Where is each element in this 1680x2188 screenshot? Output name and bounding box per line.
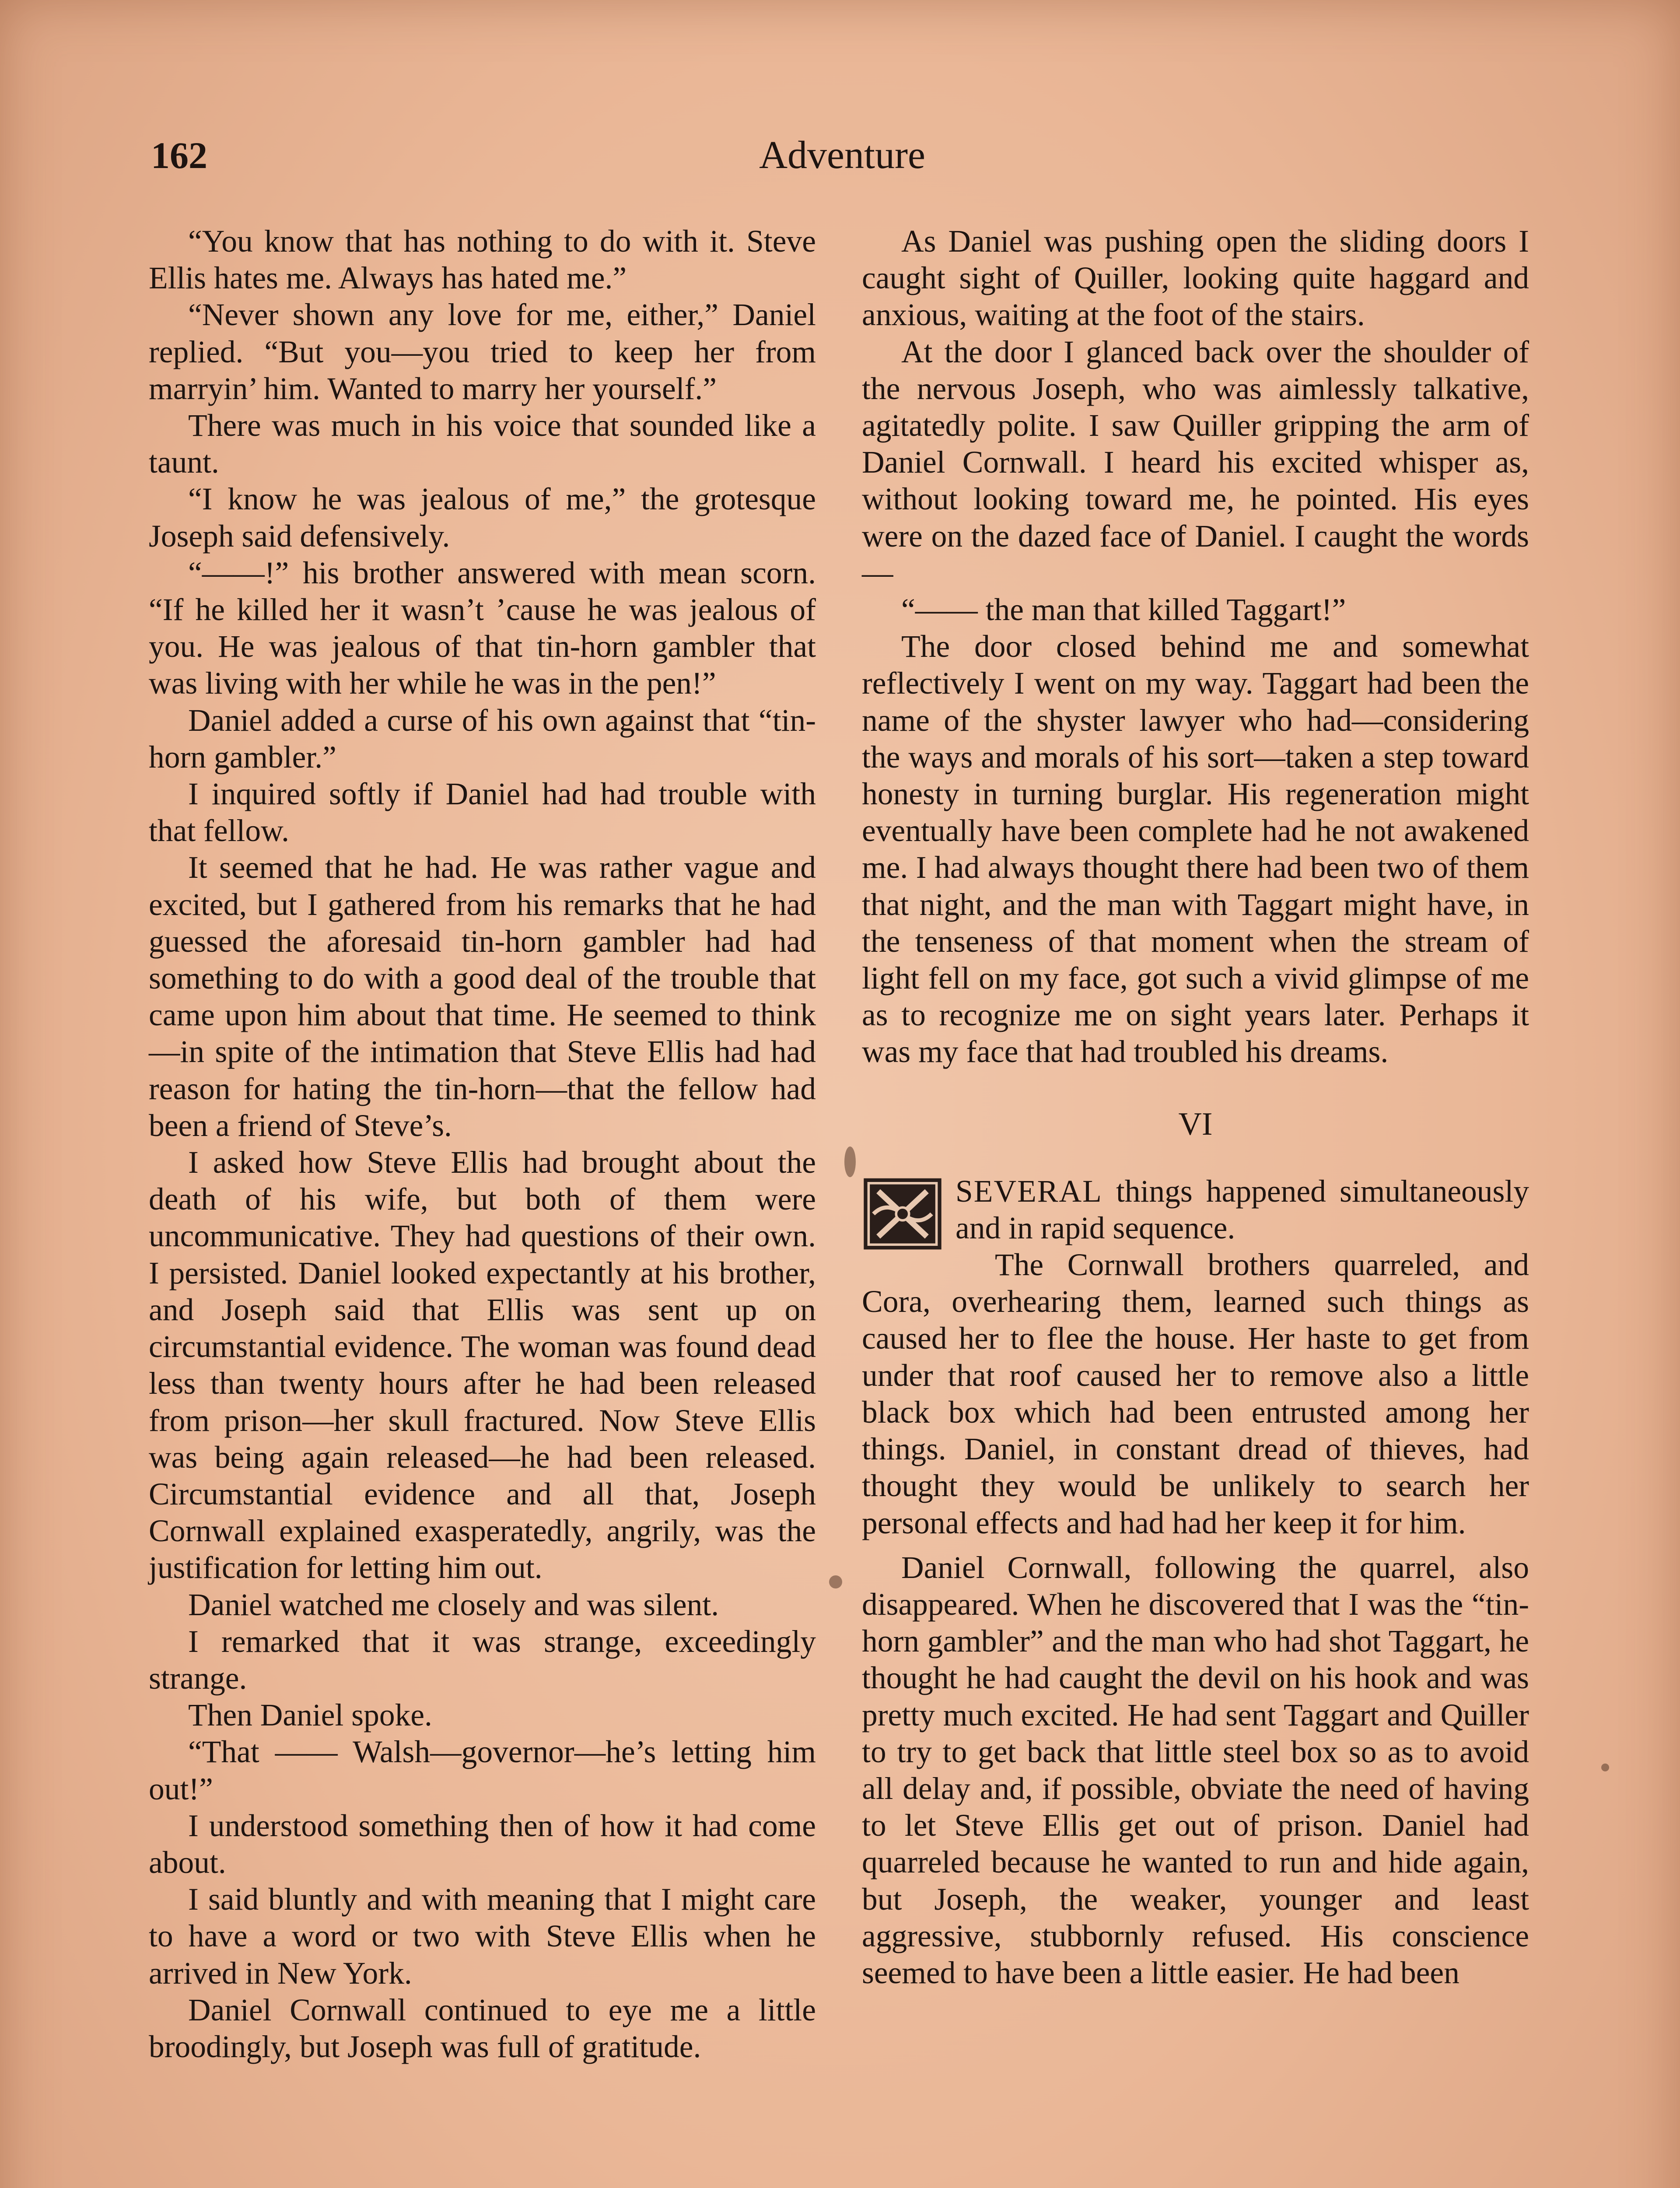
paragraph: I inquired softly if Daniel had had trouble with that fellow. (149, 777, 816, 849)
paragraph: “Never shown any love for me, either,” Daniel replied. “But you—you tried to keep her from marryin’ him. Wanted to marry her yourself.” (149, 298, 816, 406)
dropcap-first-rest: things happened simultaneously and in rapid sequence. (956, 1174, 1529, 1245)
ink-speck (844, 1147, 856, 1177)
paragraph: “—— the man that killed Taggart!” (901, 593, 1346, 628)
paragraph: Daniel Cornwall, following the quarrel, also disappeared. When he discovered that I was the “tin-horn gambler” and the man who had shot Taggart, he thought he had caught the devil on his hook and was pretty much excited. He had sent Taggart and Quiller to try to get back that little steel box so as to avoid all delay and, if possible, obviate the need of having to let Steve Ellis get out of prison. Daniel had quarreled because he wanted to run and hide again, but Joseph, the weaker, younger and least aggressive, stubbornly refused. His conscience seemed to have been a little easier. He had been (862, 1550, 1529, 1990)
paragraph: As Daniel was pushing open the sliding doors I caught sight of Quiller, looking quite haggard and anxious, waiting at the foot of the stairs. (862, 224, 1529, 333)
paragraph: “I know he was jealous of me,” the grotesque Joseph said defensively. (149, 482, 816, 554)
paragraph: At the door I glanced back over the shoulder of the nervous Joseph, who was aimlessly talkative, agitatedly polite. I saw Quiller gripping the arm of Daniel Cornwall. I heard his excited whisper as, without looking toward me, he pointed. His eyes were on the dazed face of Daniel. I caught the words— (862, 334, 1529, 590)
dropcap-lead-word: SEVERAL (956, 1174, 1102, 1209)
paragraph: Daniel Cornwall continued to eye me a little broodingly, but Joseph was full of gratitude. (149, 1992, 816, 2064)
paragraph: Daniel watched me closely and was silent. (188, 1587, 719, 1622)
ink-speck (829, 1575, 842, 1588)
paragraph: There was much in his voice that sounded like a taunt. (149, 408, 816, 480)
paragraph: I asked how Steve Ellis had brought about the death of his wife, but both of them were uncommunicative. They had questions of their own. I persisted. Daniel looked expectantly at his brother, and Joseph said that Ellis was sent up on circumstantial evidence. The woman was found dead less than twenty hours after he had been released from prison—her skull fractured. Now Steve Ellis was being again released—he had been released. Circumstantial evidence and all that, Joseph Cornwall explained exasperatedly, angrily, was the justification for letting him out. (149, 1145, 816, 1585)
dropcap-paragraph (862, 1173, 1529, 1542)
paragraph: I said bluntly and with meaning that I might care to have a word or two with Steve Ellis when he arrived in New York. (149, 1882, 816, 1991)
page-header (151, 131, 1533, 188)
paragraph: “You know that has nothing to do with it. Steve Ellis hates me. Always has hated me.” (149, 224, 816, 296)
paragraph: The door closed behind me and somewhat reflectively I went on my way. Taggart had been the name of the shyster lawyer who had—considering the ways and morals of his sort—taken a step toward honesty in turning burglar. His regeneration might eventually have been complete had he not awakened me. I had always thought there had been two of them that night, and the man with Taggart might have, in the tenseness of that moment when the stream of light fell on my face, got such a vivid glimpse of me as to recognize me on sight years later. Perhaps it was my face that had troubled his dreams. (862, 629, 1529, 1069)
ornamental-initial-s-icon (862, 1177, 943, 1251)
ink-speck (1601, 1764, 1609, 1771)
paragraph: It seemed that he had. He was rather vague and excited, but I gathered from his remarks that he had guessed the aforesaid tin-horn gambler had had something to do with a good deal of the trouble that came upon him about that time. He seemed to think—in spite of the intimation that Steve Ellis had had reason for hating the tin-horn—that the fellow had been a friend of Steve’s. (149, 850, 816, 1143)
right-column (862, 223, 1529, 1992)
paragraph: “——!” his brother answered with mean scorn. “If he killed her it wasn’t ’cause he was jealous of you. He was jealous of that tin-horn gambler that was living with her while he was in the pen!” (149, 555, 816, 701)
paragraph: Daniel added a curse of his own against that “tin-horn gambler.” (149, 703, 816, 775)
paragraph: I understood something then of how it had come about. (149, 1808, 816, 1880)
magazine-title: Adventure (759, 133, 925, 177)
paragraph: Then Daniel spoke. (188, 1698, 432, 1733)
paragraph: I remarked that it was strange, exceedingly strange. (149, 1624, 816, 1696)
paragraph: “That —— Walsh—governor—he’s letting him out!” (149, 1735, 816, 1806)
section-heading: VI (1178, 1106, 1213, 1142)
dropcap-continuation: The Cornwall brothers quarreled, and Cora, overhearing them, learned such things as caused her to flee the house. Her haste to get from under that roof caused her to remove also a little black box which had been entrusted among her things. Daniel, in constant dread of thieves, had thought they would be unlikely to search her personal effects and had had her keep it for him. (862, 1248, 1529, 1540)
left-column (149, 223, 816, 2065)
page-number: 162 (151, 134, 207, 176)
